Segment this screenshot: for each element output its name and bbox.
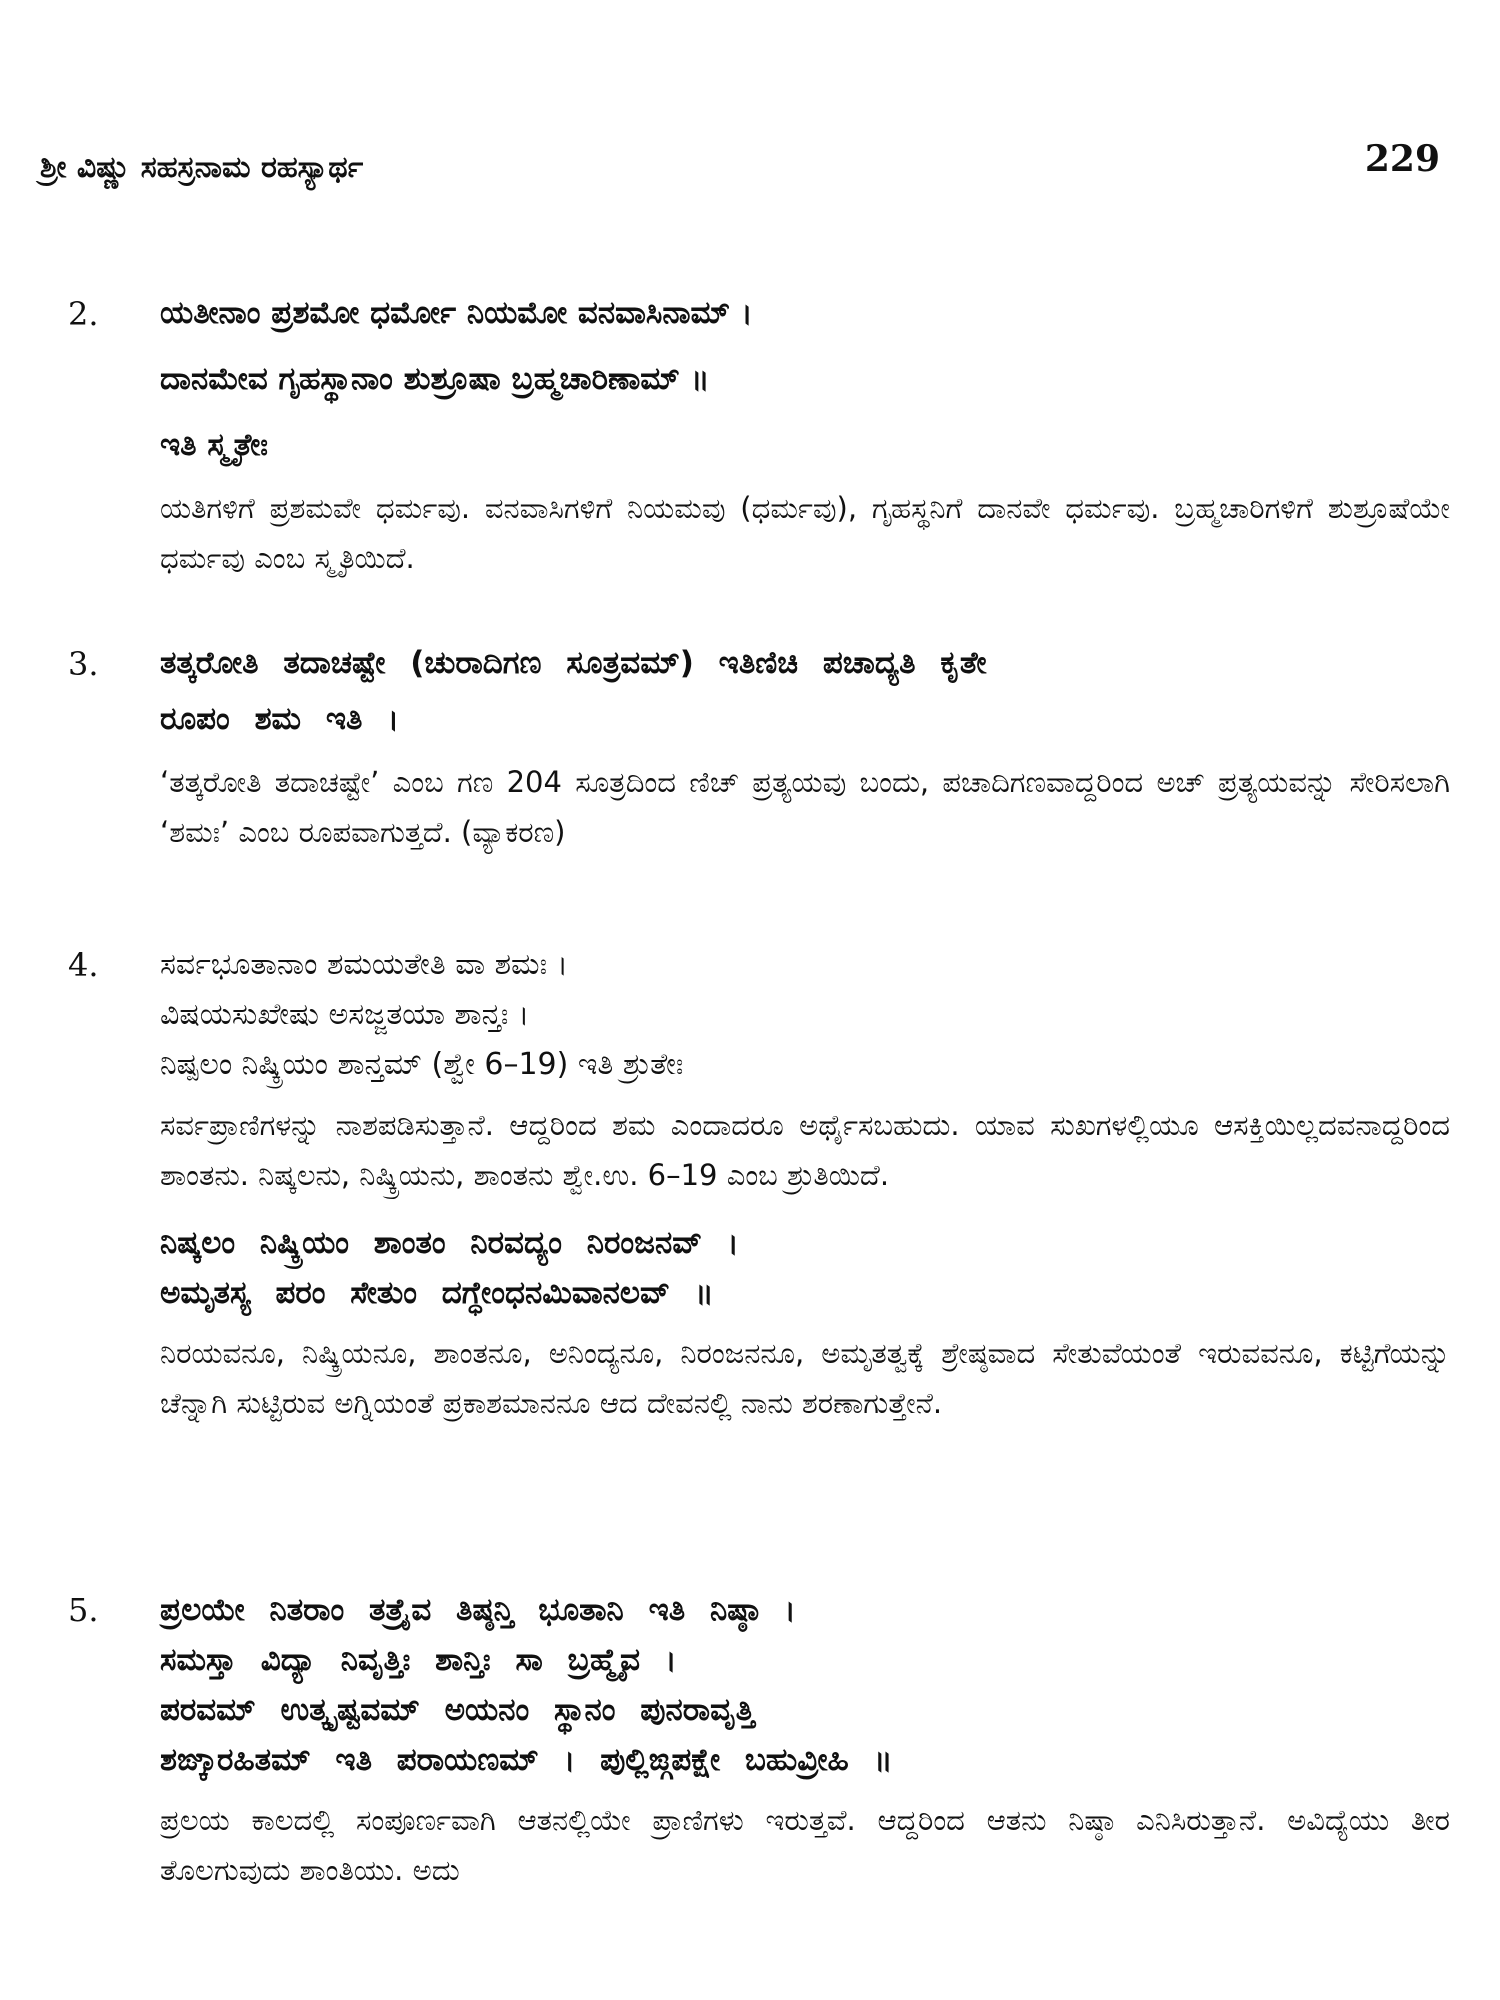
verse-line: ವಿಷಯಸುಖೇಷು ಅಸಜ್ಜತಯಾ ಶಾನ್ತಃ । bbox=[160, 997, 530, 1032]
section-number: 4. bbox=[68, 946, 99, 984]
explanation-paragraph: ‘ತತ್ಕರೋತಿ ತದಾಚಷ್ಟೇ’ ಎಂಬ ಗಣ 204 ಸೂತ್ರದಿಂದ ಣಿಚ್ ಪ್ರತ್ಯಯವು ಬಂದು, ಪಚಾದಿಗಣವಾದ್ದರಿಂದ ಅಚ್ ಪ್ರತ್ಯಯವನ್ನು ಸೇರಿಸಲಾಗಿ ‘ಶಮಃ’ ಎಂಬ ರೂಪವಾಗುತ್ತದೆ. (ವ್ಯಾಕರಣ) bbox=[160, 765, 1450, 849]
section-body bbox=[160, 1585, 1450, 1895]
section-number: 2. bbox=[68, 295, 99, 333]
section-number: 3. bbox=[68, 645, 99, 683]
page-number: 229 bbox=[1364, 138, 1440, 180]
explanation-paragraph: ನಿರಯವನೂ, ನಿಷ್ಕ್ರಿಯನೂ, ಶಾಂತನೂ, ಅನಿಂದ್ಯನೂ, ನಿರಂಜನನೂ, ಅಮೃತತ್ವಕ್ಕೆ ಶ್ರೇಷ್ಠವಾದ ಸೇತುವೆಯಂತೆ ಇರುವವನೂ, ಕಟ್ಟಿಗೆಯನ್ನು ಚೆನ್ನಾಗಿ ಸುಟ್ಟಿರುವ ಅಗ್ನಿಯಂತೆ ಪ್ರಕಾಶಮಾನನೂ ಆದ ದೇವನಲ್ಲಿ ನಾನು ಶರಣಾಗುತ್ತೇನೆ. bbox=[160, 1336, 1450, 1420]
verse-line: ಇತಿ ಸ್ಮೃತೇಃ bbox=[160, 427, 268, 463]
verse-line: ತತ್ಕರೋತಿ ತದಾಚಷ್ಟೇ (ಚುರಾದಿಗಣ ಸೂತ್ರವಮ್) ಇತಿಣಿಚಿ ಪಚಾದ್ಯತಿ ಕೃತೇ bbox=[160, 645, 987, 681]
explanation-paragraph: ಯತಿಗಳಿಗೆ ಪ್ರಶಮವೇ ಧರ್ಮವು. ವನವಾಸಿಗಳಿಗೆ ನಿಯಮವು (ಧರ್ಮವು), ಗೃಹಸ್ಥನಿಗೆ ದಾನವೇ ಧರ್ಮವು. ಬ್ರಹ್ಮಚಾರಿಗಳಿಗೆ ಶುಶ್ರೂಷೆಯೇ ಧರ್ಮವು ಎಂಬ ಸ್ಮೃತಿಯಿದೆ. bbox=[160, 491, 1450, 575]
section-number: 5. bbox=[68, 1591, 99, 1629]
verse-line: ಸಮಸ್ತಾ ವಿದ್ಯಾ ನಿವೃತ್ತಿಃ ಶಾನ್ತಿಃ ಸಾ ಬ್ರಹ್ಮೈವ । bbox=[160, 1642, 677, 1678]
verse-line: ದಾನಮೇವ ಗೃಹಸ್ಥಾನಾಂ ಶುಶ್ರೂಷಾ ಬ್ರಹ್ಮಚಾರಿಣಾಮ್ ॥ bbox=[160, 361, 710, 397]
verse-line: ನಿಷ್ಕಲಂ ನಿಷ್ಕ್ರಿಯಂ ಶಾಂತಂ ನಿರವದ್ಯಂ ನಿರಂಜನವ್ । bbox=[160, 1225, 739, 1261]
section-body bbox=[160, 940, 1450, 1428]
verse-line: ರೂಪಂ ಶಮ ಇತಿ । bbox=[160, 701, 399, 737]
running-head: ಶ್ರೀ ವಿಷ್ಣು ಸಹಸ್ರನಾಮ ರಹಸ್ಯಾರ್ಥ bbox=[40, 150, 364, 185]
verse-line: ಸರ್ವಭೂತಾನಾಂ ಶಮಯತೇತಿ ವಾ ಶಮಃ । bbox=[160, 947, 568, 982]
verse-line: ಅಮೃತಸ್ಯ ಪರಂ ಸೇತುಂ ದಗ್ಧೇಂಧನಮಿವಾನಲವ್ ॥ bbox=[160, 1275, 714, 1311]
explanation-paragraph: ಪ್ರಲಯ ಕಾಲದಲ್ಲಿ ಸಂಪೂರ್ಣವಾಗಿ ಆತನಲ್ಲಿಯೇ ಪ್ರಾಣಿಗಳು ಇರುತ್ತವೆ. ಆದ್ದರಿಂದ ಆತನು ನಿಷ್ಠಾ ಎನಿಸಿರುತ್ತಾನೆ. ಅವಿದ್ಯೆಯು ತೀರ ತೊಲಗುವುದು ಶಾಂತಿಯು. ಅದು bbox=[160, 1803, 1450, 1887]
verse-line: ನಿಷ್ಪಲಂ ನಿಷ್ಕ್ರಿಯಂ ಶಾನ್ತಮ್ (ಶ್ವೇ 6–19) ಇತಿ ಶ್ರುತೇಃ bbox=[160, 1047, 684, 1082]
verse-line: ಶಙ್ಕಾರಹಿತಮ್ ಇತಿ ಪರಾಯಣಮ್ । ಪುಲ್ಲಿಙ್ಗಪಕ್ಷೇ ಬಹುವ್ರೀಹಿ ॥ bbox=[160, 1742, 893, 1778]
verse-line: ಪ್ರಲಯೇ ನಿತರಾಂ ತತ್ರೈವ ತಿಷ್ಠನ್ತಿ ಭೂತಾನಿ ಇತಿ ನಿಷ್ಠಾ । bbox=[160, 1592, 796, 1628]
section-body bbox=[160, 285, 1450, 583]
verse-line: ಪರವಮ್ ಉತ್ಕೃಷ್ಟವಮ್ ಅಯನಂ ಸ್ಥಾನಂ ಪುನರಾವೃತ್ತಿ bbox=[160, 1692, 755, 1728]
verse-line: ಯತೀನಾಂ ಪ್ರಶಮೋ ಧರ್ಮೋ ನಿಯಮೋ ವನವಾಸಿನಾಮ್ । bbox=[160, 295, 753, 331]
explanation-paragraph: ಸರ್ವಪ್ರಾಣಿಗಳನ್ನು ನಾಶಪಡಿಸುತ್ತಾನೆ. ಆದ್ದರಿಂದ ಶಮ ಎಂದಾದರೂ ಅರ್ಥೈಸಬಹುದು. ಯಾವ ಸುಖಗಳಲ್ಲಿಯೂ ಆಸಕ್ತಿಯಿಲ್ಲದವನಾದ್ದರಿಂದ ಶಾಂತನು. ನಿಷ್ಕಲನು, ನಿಷ್ಕ್ರಿಯನು, ಶಾಂತನು ಶ್ವೇ.ಉ. 6–19 ಎಂಬ ಶ್ರುತಿಯಿದೆ. bbox=[160, 1108, 1450, 1192]
section-body bbox=[160, 635, 1450, 857]
